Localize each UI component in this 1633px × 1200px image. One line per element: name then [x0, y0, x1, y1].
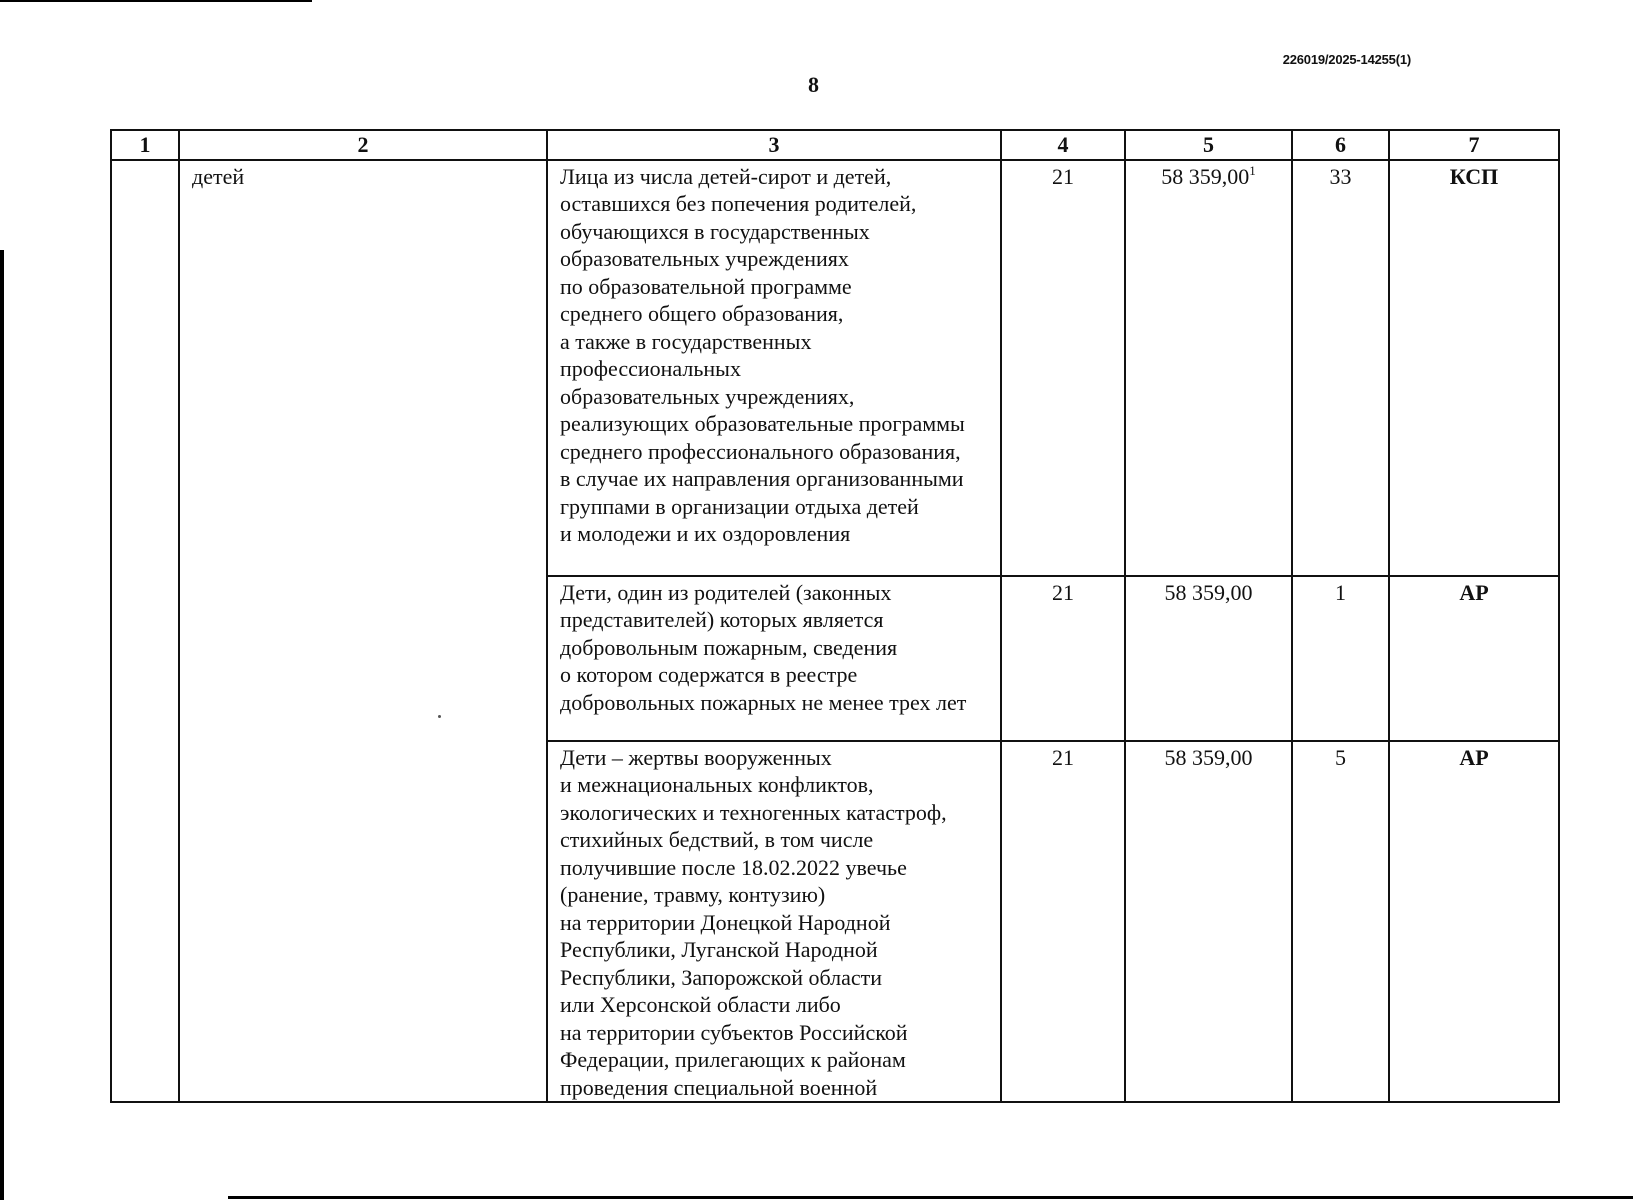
description-cell: Дети, один из родителей (законных представителей) которых является добровольным пожарным, сведения о котором содержатся в реестре добровольных пожарных не менее трех лет — [547, 576, 1001, 741]
scan-edge-bottom — [228, 1196, 1633, 1199]
page-number: 8 — [808, 72, 819, 97]
column-header-2: 2 — [179, 130, 547, 160]
column-header-4: 4 — [1001, 130, 1125, 160]
col4-cell: 21 — [1001, 576, 1125, 741]
scan-speck — [438, 715, 441, 718]
table-row — [111, 160, 1559, 576]
scan-edge-top — [0, 0, 312, 2]
column-header-1: 1 — [111, 130, 179, 160]
column-header-7: 7 — [1389, 130, 1559, 160]
table-header — [111, 130, 1559, 160]
col6-cell: 1 — [1292, 576, 1389, 741]
amount-cell: 58 359,00 — [1125, 741, 1292, 1103]
column-header-3: 3 — [547, 130, 1001, 160]
col7-cell: АР — [1389, 741, 1559, 1103]
amount-value: 58 359,00 — [1161, 163, 1250, 189]
col4-cell: 21 — [1001, 741, 1125, 1103]
document-number: 226019/2025-14255(1) — [1282, 52, 1411, 67]
col6-cell: 5 — [1292, 741, 1389, 1103]
col4-cell: 21 — [1001, 160, 1125, 576]
category-cell: детей — [179, 160, 547, 1103]
footnote-mark: 1 — [1249, 162, 1256, 178]
amount-cell — [1125, 160, 1292, 576]
col7-cell: КСП — [1389, 160, 1559, 576]
description-cell: Лица из числа детей-сирот и детей, оставшихся без попечения родителей, обучающихся в государственных образовательных учреждениях по образовательной программе среднего общего образования, а также в государственных профессиональных образовательных учреждениях, реализующих образовательные программы среднего профессионального образования, в случае их направления организованными группами в организации отдыха детей и молодежи и их оздоровления — [547, 160, 1001, 576]
scan-edge-left — [0, 250, 4, 1200]
table-body — [111, 160, 1559, 1103]
column-header-5: 5 — [1125, 130, 1292, 160]
column-header-6: 6 — [1292, 130, 1389, 160]
col6-cell: 33 — [1292, 160, 1389, 576]
row-number-cell — [111, 160, 179, 1103]
benefits-table — [110, 129, 1560, 1103]
amount-cell: 58 359,00 — [1125, 576, 1292, 741]
description-cell: Дети – жертвы вооруженных и межнациональных конфликтов, экологических и техногенных катастроф, стихийных бедствий, в том числе получившие после 18.02.2022 увечье (ранение, травму, контузию) на территории Донецкой Народной Республики, Луганской Народной Республики, Запорожской области или Херсонской области либо на территории субъектов Российской Федерации, прилегающих к районам проведения специальной военной — [547, 741, 1001, 1103]
col7-cell: АР — [1389, 576, 1559, 741]
header-row — [111, 130, 1559, 160]
